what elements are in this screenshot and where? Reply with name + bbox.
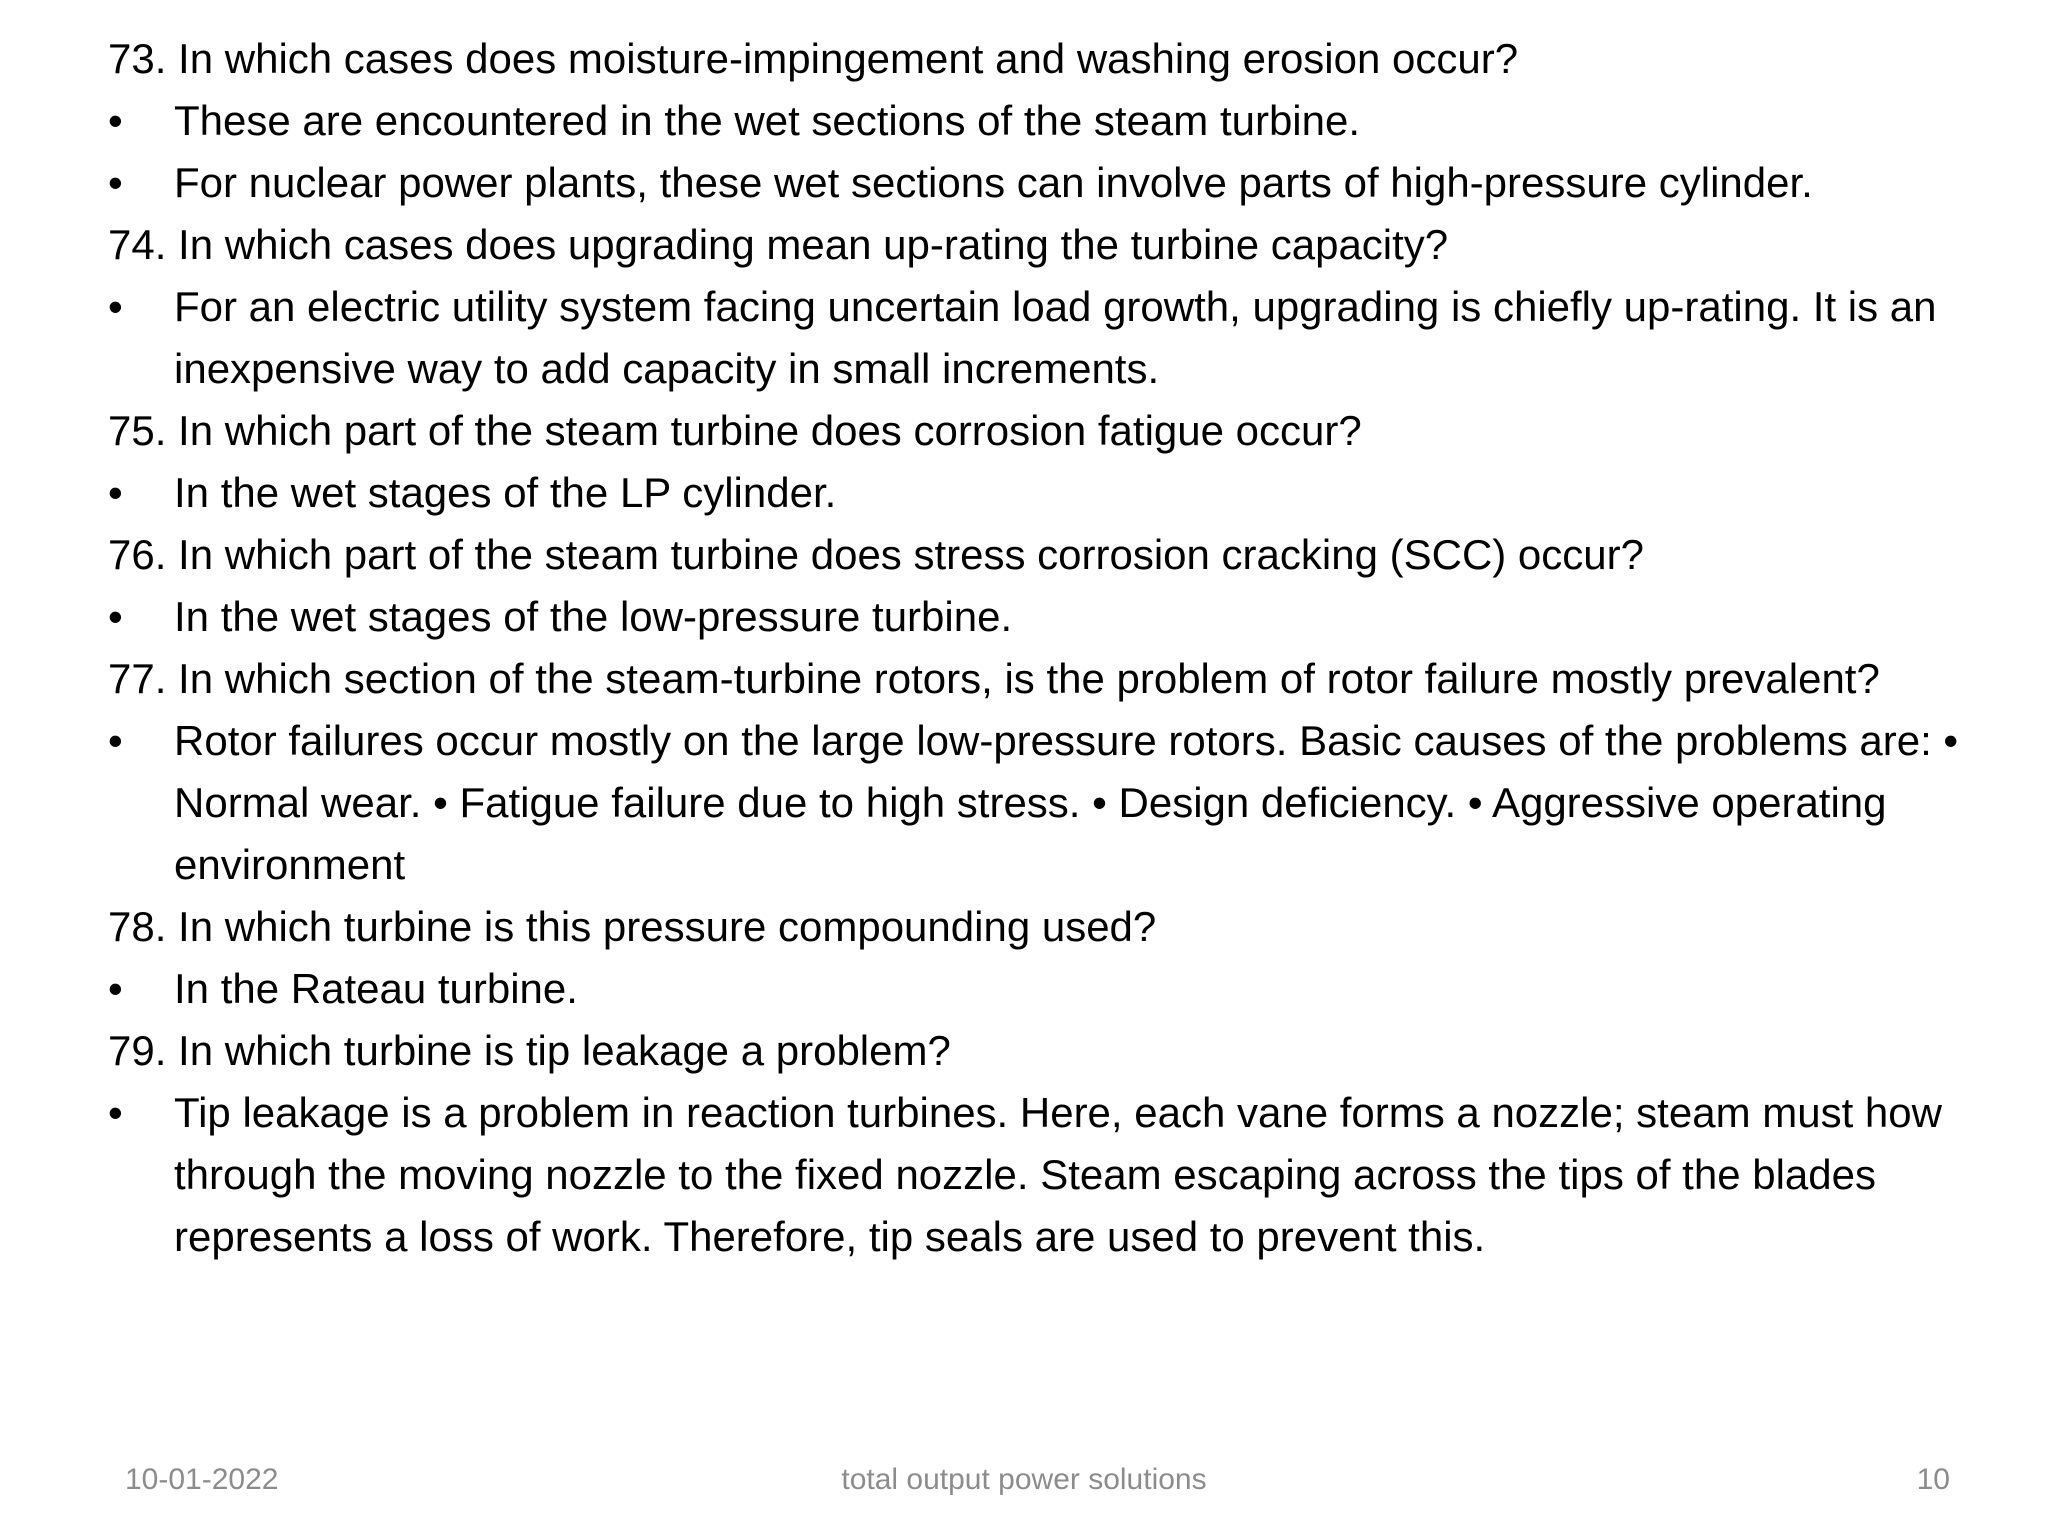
- bullet-text: Rotor failures occur mostly on the large low-pressure rotors. Basic causes of the problems are: • Normal wear. • Fatigue failure due to high stress. • Design deficiency. • Aggressive operating environment: [174, 717, 1959, 888]
- bullet-text: In the wet stages of the low-pressure turbine.: [174, 593, 1013, 640]
- bullet-icon: •: [108, 965, 123, 1012]
- question-79: 79. In which turbine is tip leakage a problem?: [108, 1027, 951, 1074]
- bullet-item: [108, 90, 1988, 152]
- bullet-text: For nuclear power plants, these wet sections can involve parts of high-pressure cylinder.: [174, 159, 1813, 206]
- bullet-icon: •: [108, 159, 123, 206]
- bullet-icon: •: [108, 469, 123, 516]
- bullet-item: [108, 710, 1988, 896]
- bullet-icon: •: [108, 717, 123, 764]
- question-73: 73. In which cases does moisture-impingement and washing erosion occur?: [108, 35, 1519, 82]
- question-77: 77. In which section of the steam-turbine rotors, is the problem of rotor failure mostly prevalent?: [108, 655, 1880, 702]
- slide-content: [108, 28, 1988, 1268]
- question-75: 75. In which part of the steam turbine does corrosion fatigue occur?: [108, 407, 1362, 454]
- bullet-text: In the Rateau turbine.: [174, 965, 578, 1012]
- bullet-item: [108, 462, 1988, 524]
- bullet-icon: •: [108, 283, 123, 330]
- bullet-text: Tip leakage is a problem in reaction turbines. Here, each vane forms a nozzle; steam must how through the moving nozzle to the fixed nozzle. Steam escaping across the tips of the blades represents a loss of work. Therefore, tip seals are used to prevent this.: [174, 1089, 1942, 1260]
- bullet-item: [108, 152, 1988, 214]
- bullet-item: [108, 586, 1988, 648]
- page-number: 10: [1916, 1463, 1950, 1496]
- bullet-icon: •: [108, 97, 123, 144]
- bullet-icon: •: [108, 1089, 123, 1136]
- bullet-item: [108, 958, 1988, 1020]
- question-78: 78. In which turbine is this pressure compounding used?: [108, 903, 1157, 950]
- bullet-text: These are encountered in the wet sections of the steam turbine.: [174, 97, 1361, 144]
- bullet-text: In the wet stages of the LP cylinder.: [174, 469, 837, 516]
- bullet-item: [108, 1082, 1988, 1268]
- footer-title: total output power solutions: [841, 1463, 1207, 1496]
- bullet-icon: •: [108, 593, 123, 640]
- bullet-item: [108, 276, 1988, 400]
- question-76: 76. In which part of the steam turbine does stress corrosion cracking (SCC) occur?: [108, 531, 1644, 578]
- bullet-text: For an electric utility system facing uncertain load growth, upgrading is chiefly up-rating. It is an inexpensive way to add capacity in small increments.: [174, 283, 1937, 392]
- question-74: 74. In which cases does upgrading mean up-rating the turbine capacity?: [108, 221, 1449, 268]
- footer-date: 10-01-2022: [125, 1463, 279, 1496]
